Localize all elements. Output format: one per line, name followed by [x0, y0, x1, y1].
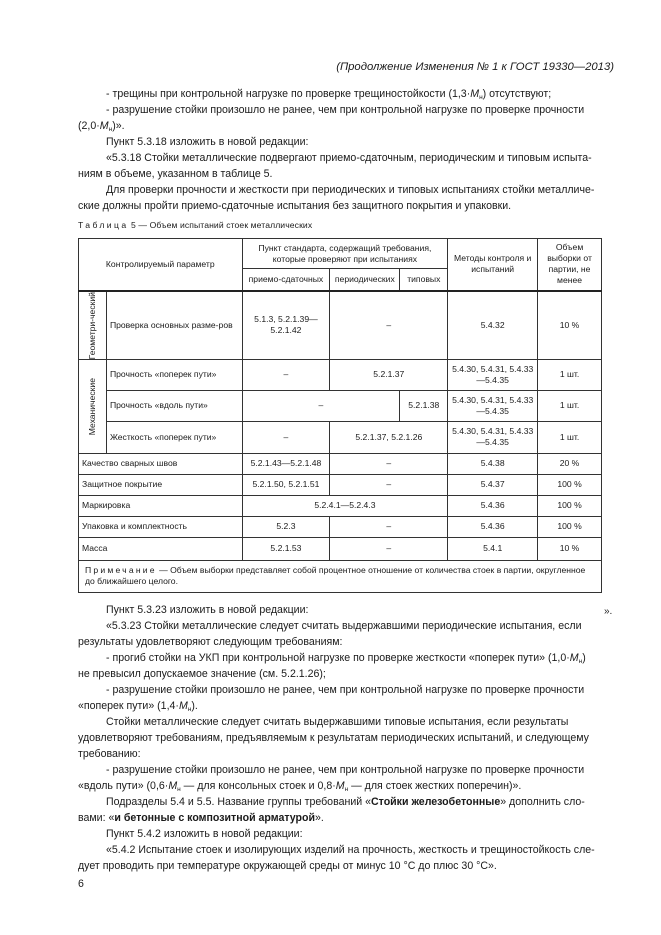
- continuation-header: (Продолжение Изменения № 1 к ГОСТ 19330—2013): [336, 61, 614, 73]
- table-row: Механические Прочность «поперек пути» – 5.2.1.37 5.4.30, 5.4.31, 5.4.33—5.4.35 1 шт.: [79, 359, 602, 390]
- header-acceptance: приемо-сдаточных: [242, 269, 330, 291]
- paragraph-line: ские должны пройти приемо-сдаточные испытания без защитного покрытия и упаковки.: [78, 200, 512, 212]
- tests-table: [78, 238, 602, 593]
- paragraph-line: не превысил допускаемое значение (см. 5.2.1.26);: [78, 668, 326, 680]
- header-clause: Пункт стандарта, содержащий требования, которые проверяют при испытаниях: [242, 239, 448, 269]
- paragraph-line: требованию:: [78, 748, 141, 760]
- paragraph-line: Пункт 5.3.18 изложить в новой редакции:: [106, 136, 309, 148]
- paragraph-line: «5.3.18 Стойки металлические подвергают приемо-сдаточным, периодическим и типовым испыта-: [106, 152, 592, 164]
- group-mechanical: Механические: [79, 359, 107, 453]
- table-row: Защитное покрытие 5.2.1.50, 5.2.1.51 – 5.4.37 100 %: [79, 474, 602, 495]
- group-geometric: Геометри-ческий: [79, 291, 107, 360]
- paragraph-line: «вдоль пути» ($0,6\cdot M_н$ — для консольных стоек и $0,8\cdot M_н$ — для стоек жестких поперечин)».: [78, 780, 522, 793]
- paragraph-line: «5.3.23 Стойки металлические следует считать выдержавшими периодические испытания, если: [106, 620, 582, 632]
- paragraph-line: - прогиб стойки на УКП при контрольной нагрузке по проверке жесткости «поперек пути» $(1,0\cdot M_н)$: [106, 652, 586, 665]
- paragraph-line: Подразделы 5.4 и 5.5. Название группы требований «Стойки железобетонные» дополнить сло-: [106, 796, 585, 808]
- table-note-row: [79, 560, 602, 592]
- header-param: Контролируемый параметр: [79, 239, 243, 291]
- table-row: Жесткость «поперек пути» – 5.2.1.37, 5.2.1.26 5.4.30, 5.4.31, 5.4.33—5.4.35 1 шт.: [79, 421, 602, 453]
- header-periodic: периодических: [330, 269, 400, 291]
- paragraph-line: Пункт 5.4.2 изложить в новой редакции:: [106, 828, 303, 840]
- paragraph-line: - разрушение стойки произошло не ранее, чем при контрольной нагрузке по проверке прочности: [106, 764, 585, 776]
- paragraph-line: Пункт 5.3.23 изложить в новой редакции:: [106, 604, 309, 616]
- table-header-row: [79, 239, 602, 269]
- table-row: Маркировка 5.2.4.1—5.2.4.3 5.4.36 100 %: [79, 495, 602, 516]
- header-methods: Методы контроля и испытаний: [448, 239, 538, 291]
- table-row: Качество сварных швов 5.2.1.43—5.2.1.48 – 5.4.38 20 %: [79, 453, 602, 474]
- paragraph-line: - разрушение стойки произошло не ранее, чем при контрольной нагрузке по проверке прочности: [106, 684, 585, 696]
- paragraph-line: Для проверки прочности и жесткости при периодических и типовых испытаниях стойки металличе-: [106, 184, 595, 196]
- paragraph-line: результаты удовлетворяют следующим требованиям:: [78, 636, 343, 648]
- paragraph-line: $(2,0\cdot M_н)$».: [78, 120, 125, 133]
- paragraph-line: - трещины при контрольной нагрузке по проверке трещиностойкости $(1,3\cdot M_н)$ отсутствуют;: [106, 88, 552, 101]
- table-note: Примечание — Объем выборки представляет собой процентное отношение от количества стоек в партии, округленное до ближайшего целого.: [79, 560, 602, 592]
- paragraph-line: Стойки металлические следует считать выдержавшими типовые испытания, если результаты: [106, 716, 569, 728]
- page-number: 6: [78, 878, 84, 890]
- header-volume: Объем выборки от партии, не менее: [538, 239, 602, 291]
- paragraph-line: «5.4.2 Испытание стоек и изолирующих изделий на прочность, жесткость и трещиностойкость сле-: [106, 844, 595, 856]
- quote-close: ».: [604, 606, 613, 617]
- paragraph-line: дует проводить при температуре окружающей среды от минус 10 °С до плюс 30 °С».: [78, 860, 497, 872]
- paragraph-line: «поперек пути» $(1,4\cdot M_н)$.: [78, 700, 198, 713]
- paragraph-line: вами: «и бетонные с композитной арматурой».: [78, 812, 324, 824]
- paragraph-line: ниям в объеме, указанном в таблице 5.: [78, 168, 273, 180]
- table-row: Прочность «вдоль пути» – 5.2.1.38 5.4.30, 5.4.31, 5.4.33—5.4.35 1 шт.: [79, 390, 602, 421]
- paragraph-line: - разрушение стойки произошло не ранее, чем при контрольной нагрузке по проверке прочности: [106, 104, 585, 116]
- table-row: Упаковка и комплектность 5.2.3 – 5.4.36 100 %: [79, 516, 602, 537]
- table-row: Масса 5.2.1.53 – 5.4.1 10 %: [79, 537, 602, 560]
- header-type: типовых: [400, 269, 448, 291]
- table-caption: Таблица 5 — Объем испытаний стоек металлических: [78, 220, 313, 230]
- table-row: Геометри-ческий Проверка основных разме-ров 5.1.3, 5.2.1.39—5.2.1.42 – 5.4.32 10 %: [79, 291, 602, 360]
- paragraph-line: удовлетворяют требованиям, предъявляемым к результатам периодических испытаний, и следующему: [78, 732, 589, 744]
